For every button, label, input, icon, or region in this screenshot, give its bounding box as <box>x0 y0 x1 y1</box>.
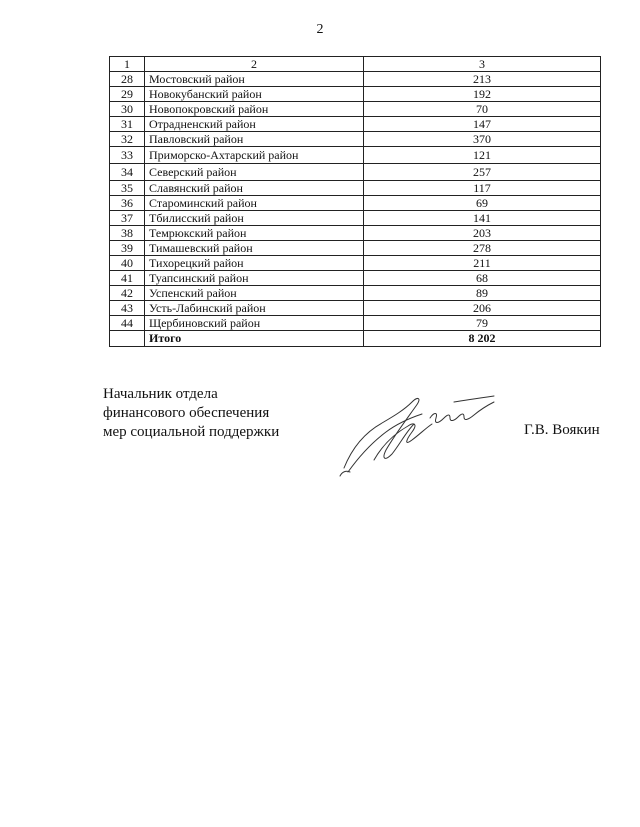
district-value: 147 <box>364 117 601 132</box>
table-row <box>110 196 601 211</box>
row-number: 37 <box>110 211 145 226</box>
column-header-value: 3 <box>364 57 601 72</box>
district-name: Павловский район <box>145 132 364 147</box>
district-value: 141 <box>364 211 601 226</box>
district-name: Туапсинский район <box>145 271 364 286</box>
district-name: Северский район <box>145 164 364 181</box>
district-name: Новопокровский район <box>145 102 364 117</box>
row-number: 34 <box>110 164 145 181</box>
table-row <box>110 72 601 87</box>
allocation-table <box>109 56 601 347</box>
district-value: 192 <box>364 87 601 102</box>
district-value: 213 <box>364 72 601 87</box>
row-number: 44 <box>110 316 145 331</box>
district-name: Усть-Лабинский район <box>145 301 364 316</box>
district-name: Славянский район <box>145 181 364 196</box>
district-name: Темрюкский район <box>145 226 364 241</box>
table-row <box>110 147 601 164</box>
district-name: Староминский район <box>145 196 364 211</box>
signatory-name: Г.В. Воякин <box>524 422 600 438</box>
signatory-title <box>103 385 279 442</box>
district-name: Тбилисский район <box>145 211 364 226</box>
table-row <box>110 241 601 256</box>
district-name: Приморско-Ахтарский район <box>145 147 364 164</box>
table-row <box>110 301 601 316</box>
row-number: 35 <box>110 181 145 196</box>
page-number: 2 <box>316 22 324 37</box>
table-row <box>110 226 601 241</box>
table-row <box>110 286 601 301</box>
district-value: 69 <box>364 196 601 211</box>
total-row-number-cell <box>110 331 145 347</box>
signatory-title-line: финансового обеспечения <box>103 405 270 421</box>
signatory-title-line: Начальник отдела <box>103 386 218 402</box>
district-value: 117 <box>364 181 601 196</box>
row-number: 42 <box>110 286 145 301</box>
row-number: 28 <box>110 72 145 87</box>
district-value: 257 <box>364 164 601 181</box>
signatory-title-line: мер социальной поддержки <box>103 424 280 440</box>
district-value: 121 <box>364 147 601 164</box>
table-row <box>110 316 601 331</box>
district-value: 370 <box>364 132 601 147</box>
table-row <box>110 117 601 132</box>
row-number: 38 <box>110 226 145 241</box>
table-row <box>110 164 601 181</box>
table-row <box>110 87 601 102</box>
district-value: 68 <box>364 271 601 286</box>
district-value: 79 <box>364 316 601 331</box>
table-row <box>110 271 601 286</box>
district-value: 203 <box>364 226 601 241</box>
district-name: Тимашевский район <box>145 241 364 256</box>
total-label: Итого <box>145 331 364 347</box>
table-row <box>110 256 601 271</box>
total-value: 8 202 <box>364 331 601 347</box>
district-name: Успенский район <box>145 286 364 301</box>
district-value: 70 <box>364 102 601 117</box>
district-value: 89 <box>364 286 601 301</box>
column-header-district: 2 <box>145 57 364 72</box>
district-name: Щербиновский район <box>145 316 364 331</box>
row-number: 29 <box>110 87 145 102</box>
district-name: Мостовский район <box>145 72 364 87</box>
district-name: Новокубанский район <box>145 87 364 102</box>
district-value: 211 <box>364 256 601 271</box>
table-row <box>110 181 601 196</box>
row-number: 40 <box>110 256 145 271</box>
row-number: 31 <box>110 117 145 132</box>
table-row <box>110 132 601 147</box>
district-name: Отрадненский район <box>145 117 364 132</box>
district-name: Тихорецкий район <box>145 256 364 271</box>
row-number: 33 <box>110 147 145 164</box>
row-number: 41 <box>110 271 145 286</box>
table-row <box>110 102 601 117</box>
row-number: 30 <box>110 102 145 117</box>
handwritten-signature <box>334 388 504 478</box>
district-value: 206 <box>364 301 601 316</box>
total-row <box>110 331 601 347</box>
table-row <box>110 211 601 226</box>
row-number: 36 <box>110 196 145 211</box>
row-number: 43 <box>110 301 145 316</box>
district-value: 278 <box>364 241 601 256</box>
row-number: 32 <box>110 132 145 147</box>
row-number: 39 <box>110 241 145 256</box>
column-header-number: 1 <box>110 57 145 72</box>
table-header-row <box>110 57 601 72</box>
